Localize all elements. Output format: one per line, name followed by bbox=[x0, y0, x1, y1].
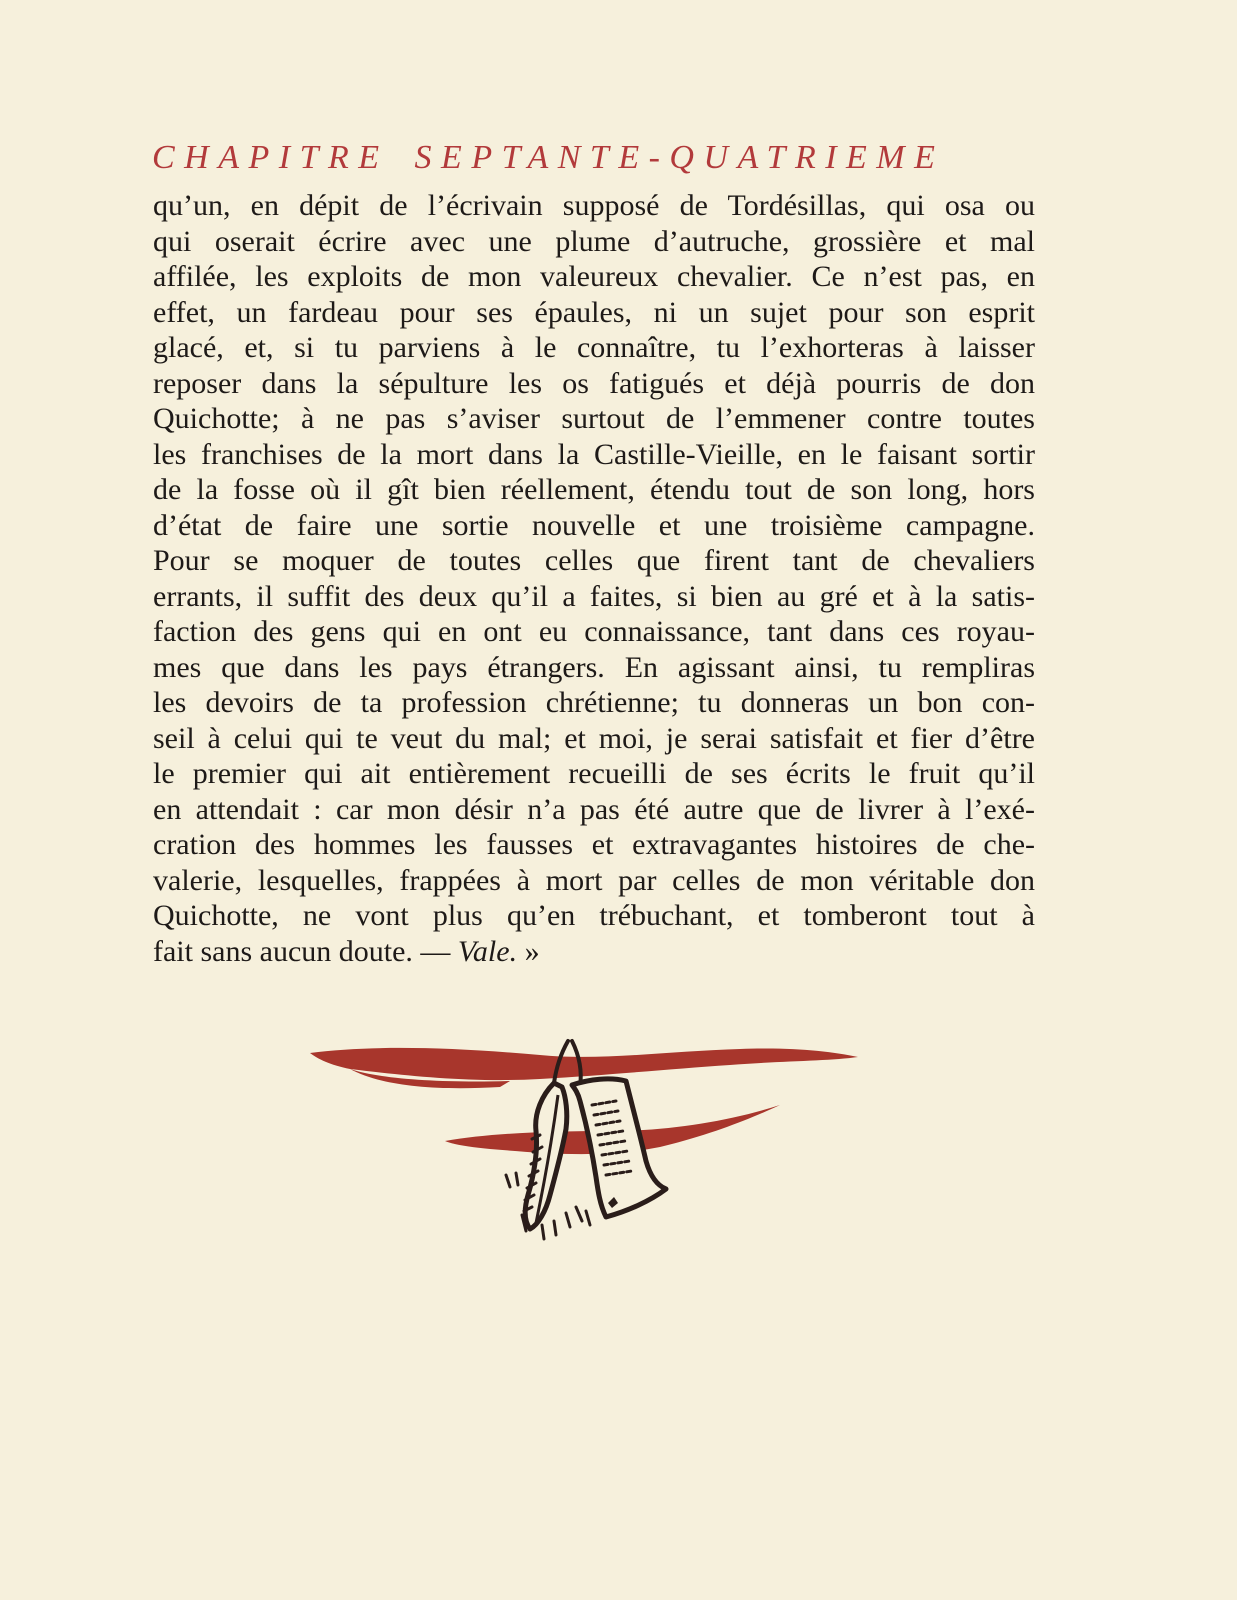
text-line: effet, un fardeau pour ses épaules, ni un sujet pour son esprit bbox=[153, 295, 1035, 329]
text-line: Quichotte, ne vont plus qu’en trébuchant, et tomberont tout à bbox=[153, 899, 1035, 932]
text-line-last bbox=[153, 934, 1035, 970]
text-line: Pour se moquer de toutes celles que firent tant de chevaliers bbox=[153, 544, 1035, 577]
text-line: Quichotte; à ne pas s’aviser surtout de l’emmener contre toutes bbox=[153, 402, 1035, 435]
running-head-word-2: SEPTANTE-QUATRIEME bbox=[414, 139, 945, 176]
text-line: les franchises de la mort dans la Castille-Vieille, en le faisant sortir bbox=[153, 437, 1035, 471]
text-line: en attendait : car mon désir n’a pas été autre que de livrer à l’exé- bbox=[153, 792, 1035, 826]
text-line: qu’un, en dépit de l’écrivain supposé de Tordésillas, qui osa ou bbox=[153, 189, 1035, 222]
text-line: errants, il suffit des deux qu’il a faites, si bien au gré et à la satis- bbox=[153, 579, 1035, 613]
body-text bbox=[153, 188, 1035, 969]
text-line: de la fosse où il gît bien réellement, étendu tout de son long, hors bbox=[153, 473, 1035, 506]
text-line: d’état de faire une sortie nouvelle et une troisième campagne. bbox=[153, 508, 1035, 542]
ribbon-upper-icon bbox=[310, 1048, 858, 1080]
text-line: les devoirs de ta profession chrétienne; tu donneras un bon con- bbox=[153, 686, 1035, 719]
text-line: cration des hommes les fausses et extravagantes histoires de che- bbox=[153, 828, 1035, 861]
running-head bbox=[152, 133, 1032, 183]
text-line: qui oserait écrire avec une plume d’autruche, grossière et mal bbox=[153, 224, 1035, 258]
text-line: affilée, les exploits de mon valeureux chevalier. Ce n’est pas, en bbox=[153, 260, 1035, 293]
vale-italic: Vale. bbox=[457, 934, 518, 968]
closing-quote: » bbox=[517, 934, 540, 968]
text-line: valerie, lesquelles, frappées à mort par celles de mon véritable don bbox=[153, 863, 1035, 897]
text-line: faction des gens qui en ont eu connaissance, tant dans ces royau- bbox=[153, 615, 1035, 648]
text-line: le premier qui ait entièrement recueilli de ses écrits le fruit qu’il bbox=[153, 757, 1035, 790]
last-line-start: fait sans aucun doute. — bbox=[153, 934, 458, 968]
text-line: seil à celui qui te veut du mal; et moi, je serai satisfait et fier d’être bbox=[153, 721, 1035, 755]
running-head-word-1: CHAPITRE bbox=[152, 139, 389, 176]
text-line: glacé, et, si tu parviens à le connaître, tu l’exhorteras à laisser bbox=[153, 331, 1035, 364]
text-line: mes que dans les pays étrangers. En agissant ainsi, tu rempliras bbox=[153, 650, 1035, 684]
pen-and-scroll-vignette-icon bbox=[310, 1035, 870, 1250]
text-line: reposer dans la sépulture les os fatigués et déjà pourris de don bbox=[153, 366, 1035, 400]
